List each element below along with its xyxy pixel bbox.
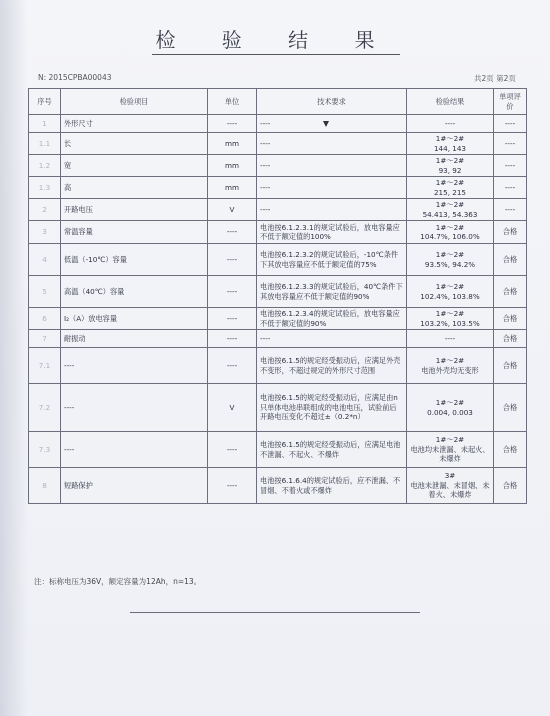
table-row: [29, 244, 527, 276]
cell-item: 外形尺寸: [61, 115, 208, 133]
cell-sn: 7.3: [29, 432, 61, 468]
cell-result: 1#～2# 93.5%, 94.2%: [407, 244, 494, 276]
cell-conclusion: 合格: [494, 244, 527, 276]
cell-requirement: 电池按6.1.5的规定经受振动后，应满足外壳不变形，不超过规定的外形尺寸范围: [257, 348, 407, 384]
cell-unit: mm: [208, 155, 257, 177]
table-body: [29, 115, 527, 504]
cell-sn: 3: [29, 221, 61, 244]
cell-result: 1#～2# 103.2%, 103.5%: [407, 308, 494, 330]
table-row: [29, 276, 527, 308]
pen-mark: [323, 121, 329, 127]
results-table: [28, 88, 527, 504]
header-result: 检验结果: [407, 89, 494, 115]
cell-requirement: ----: [257, 155, 407, 177]
cell-sn: 8: [29, 468, 61, 504]
cell-conclusion: ----: [494, 133, 527, 155]
cell-sn: 7: [29, 330, 61, 348]
cell-result: 1#～2# 144, 143: [407, 133, 494, 155]
table-row: [29, 330, 527, 348]
cell-item: 常温容量: [61, 221, 208, 244]
cell-sn: 1.1: [29, 133, 61, 155]
cell-requirement: 电池按6.1.2.3.2的规定试验后，-10℃条件下其放电容量应不低于额定值的75%: [257, 244, 407, 276]
document-title: 检 验 结 果: [155, 28, 395, 52]
footer-line: [130, 612, 420, 613]
table-row: [29, 348, 527, 384]
cell-result: 1#～2# 电池外壳均无变形: [407, 348, 494, 384]
cell-result: ----: [407, 115, 494, 133]
cell-requirement: ----: [257, 177, 407, 199]
cell-result: 1#～2# 215, 215: [407, 177, 494, 199]
cell-sn: 1: [29, 115, 61, 133]
cell-item: ----: [61, 348, 208, 384]
cell-conclusion: 合格: [494, 432, 527, 468]
cell-requirement: ----: [257, 330, 407, 348]
cell-conclusion: 合格: [494, 384, 527, 432]
cell-item: 宽: [61, 155, 208, 177]
cell-unit: V: [208, 384, 257, 432]
cell-requirement: 电池按6.1.2.3.1的规定试验后，放电容量应不低于额定值的100%: [257, 221, 407, 244]
cell-unit: ----: [208, 432, 257, 468]
cell-item: 高: [61, 177, 208, 199]
header-item: 检验项目: [61, 89, 208, 115]
cell-result: 1#～2# 102.4%, 103.8%: [407, 276, 494, 308]
table-row: [29, 115, 527, 133]
page-count: 共2页 第2页: [474, 74, 516, 83]
cell-requirement: ----: [257, 115, 407, 133]
cell-sn: 7.2: [29, 384, 61, 432]
cell-conclusion: 合格: [494, 276, 527, 308]
table-row: [29, 177, 527, 199]
cell-sn: 1.3: [29, 177, 61, 199]
cell-item: 长: [61, 133, 208, 155]
cell-item: I₂（A）放电容量: [61, 308, 208, 330]
footnote: 注：标称电压为36V，额定容量为12Ah，n=13。: [34, 577, 202, 586]
cell-sn: 7.1: [29, 348, 61, 384]
cell-conclusion: ----: [494, 155, 527, 177]
table-row: [29, 199, 527, 221]
cell-unit: ----: [208, 115, 257, 133]
cell-sn: 2: [29, 199, 61, 221]
cell-requirement: 电池按6.1.2.3.4的规定试验后，放电容量应不低于额定值的90%: [257, 308, 407, 330]
cell-conclusion: 合格: [494, 348, 527, 384]
table-row: [29, 221, 527, 244]
cell-sn: 6: [29, 308, 61, 330]
cell-requirement: ----: [257, 199, 407, 221]
cell-requirement: 电池按6.1.5的规定经受振动后，应满足电池不泄漏、不起火、不爆炸: [257, 432, 407, 468]
header-conclusion: 单项评价: [494, 89, 527, 115]
cell-unit: ----: [208, 348, 257, 384]
cell-conclusion: ----: [494, 177, 527, 199]
title-underline: [152, 54, 400, 55]
cell-conclusion: ----: [494, 199, 527, 221]
cell-unit: ----: [208, 276, 257, 308]
cell-unit: ----: [208, 244, 257, 276]
cell-item: 低温（-10℃）容量: [61, 244, 208, 276]
cell-result: ----: [407, 330, 494, 348]
cell-item: 开路电压: [61, 199, 208, 221]
table-row: [29, 432, 527, 468]
cell-item: 耐振动: [61, 330, 208, 348]
document-number: N: 2015CPBA00043: [38, 73, 112, 82]
table-header-row: [29, 89, 527, 115]
cell-item: ----: [61, 432, 208, 468]
cell-unit: ----: [208, 221, 257, 244]
cell-item: 短路保护: [61, 468, 208, 504]
cell-result: 1#～2# 54.413, 54.363: [407, 199, 494, 221]
cell-requirement: 电池按6.1.5的规定经受振动后，应满足由n只单体电池串联组成的电池电压，试验前后开路电压变化不超过±（0.2*n）: [257, 384, 407, 432]
table-row: [29, 384, 527, 432]
cell-unit: ----: [208, 330, 257, 348]
cell-result: 1#～2# 93, 92: [407, 155, 494, 177]
table-row: [29, 155, 527, 177]
cell-conclusion: ----: [494, 115, 527, 133]
table-row: [29, 133, 527, 155]
table-row: [29, 308, 527, 330]
cell-result: 1#～2# 电池均未泄漏、未起火、未爆炸: [407, 432, 494, 468]
header-sn: 序号: [29, 89, 61, 115]
scan-edge-shadow: [0, 0, 28, 716]
cell-sn: 4: [29, 244, 61, 276]
cell-result: 3# 电池未泄漏、未冒烟、未着火、未爆炸: [407, 468, 494, 504]
cell-unit: ----: [208, 308, 257, 330]
cell-conclusion: 合格: [494, 221, 527, 244]
cell-conclusion: 合格: [494, 330, 527, 348]
header-unit: 单位: [208, 89, 257, 115]
cell-item: 高温（40℃）容量: [61, 276, 208, 308]
cell-conclusion: 合格: [494, 308, 527, 330]
cell-sn: 5: [29, 276, 61, 308]
table-row: [29, 468, 527, 504]
cell-unit: ----: [208, 468, 257, 504]
cell-unit: V: [208, 199, 257, 221]
cell-sn: 1.2: [29, 155, 61, 177]
cell-unit: mm: [208, 133, 257, 155]
cell-requirement: 电池按6.1.2.3.3的规定试验后，40℃条件下其放电容量应不低于额定值的90%: [257, 276, 407, 308]
cell-result: 1#～2# 104.7%, 106.0%: [407, 221, 494, 244]
cell-item: ----: [61, 384, 208, 432]
cell-requirement: 电池按6.1.6.4的规定试验后，应不泄漏、不冒烟、不着火或不爆炸: [257, 468, 407, 504]
cell-conclusion: 合格: [494, 468, 527, 504]
header-requirement: 技术要求: [257, 89, 407, 115]
cell-result: 1#～2# 0.004, 0.003: [407, 384, 494, 432]
cell-requirement: ----: [257, 133, 407, 155]
cell-unit: mm: [208, 177, 257, 199]
